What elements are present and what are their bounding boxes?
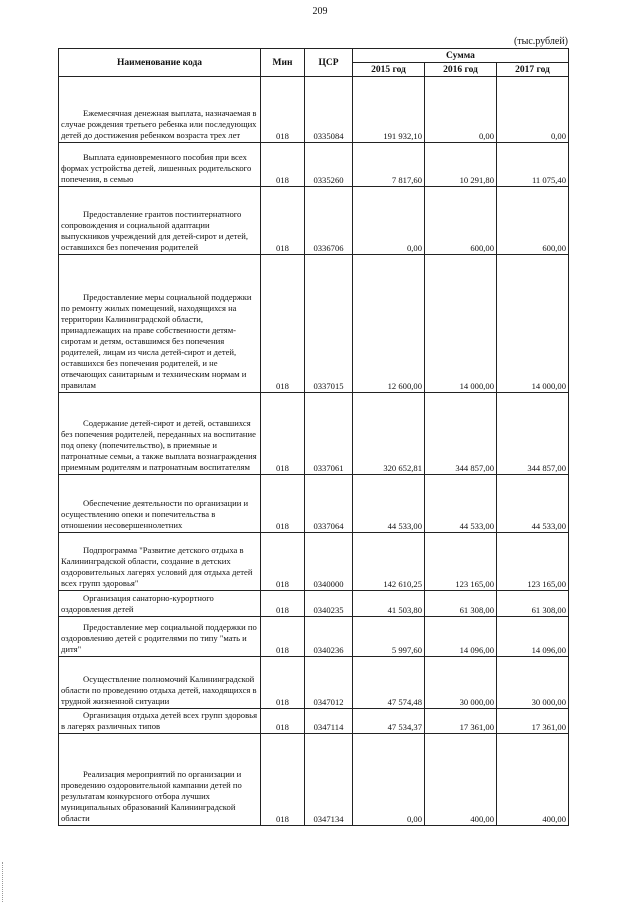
row-name: Осуществление полномочий Калининградской области по проведению отдыха детей, находящихся в трудной жизненной ситуации: [59, 657, 261, 709]
row-value-2015: 44 533,00: [353, 475, 425, 533]
row-value-2017: 400,00: [497, 734, 569, 826]
row-csr: 0337061: [305, 393, 353, 475]
row-name: Содержание детей-сирот и детей, оставшихся без попечения родителей, переданных на воспитание под опеку (попечительство), в приемные и патронатные семьи, а также выплата вознаграждения приемным родителям и патронатным воспитателям: [59, 393, 261, 475]
row-name: Ежемесячная денежная выплата, назначаемая в случае рождения третьего ребенка или последующих детей до достижения ребенком возраста трех лет: [59, 77, 261, 143]
row-value-2017: 14 096,00: [497, 617, 569, 657]
row-value-2017: 600,00: [497, 187, 569, 255]
row-csr: 0347114: [305, 709, 353, 734]
table-row: [59, 77, 569, 143]
row-min: 018: [261, 734, 305, 826]
header-year-2016: 2016 год: [425, 63, 497, 77]
table-row: [59, 143, 569, 187]
row-value-2015: 191 932,10: [353, 77, 425, 143]
row-name: Реализация мероприятий по организации и проведению оздоровительной кампании детей по результатам конкурсного отбора лучших муниципальных образований Калининградской области: [59, 734, 261, 826]
row-csr: 0340000: [305, 533, 353, 591]
row-csr: 0340236: [305, 617, 353, 657]
table-row: [59, 533, 569, 591]
table-row: [59, 709, 569, 734]
header-year-2015: 2015 год: [353, 63, 425, 77]
table-row: [59, 591, 569, 617]
margin-mark: [2, 862, 4, 902]
row-name: Предоставление меры социальной поддержки по ремонту жилых помещений, находящихся на территории Калининградской области, принадлежащих на праве собственности детям-сиротам и детям, оставшимся без попечения родителей, лицам из числа детей-сирот и детей, оставшихся без попечения родителей, и не отвечающих санитарным и техническим нормам и правилам: [59, 255, 261, 393]
row-value-2016: 123 165,00: [425, 533, 497, 591]
row-value-2016: 14 000,00: [425, 255, 497, 393]
table-row: [59, 187, 569, 255]
table-row: [59, 475, 569, 533]
row-value-2015: 320 652,81: [353, 393, 425, 475]
row-value-2017: 17 361,00: [497, 709, 569, 734]
row-name: Организация отдыха детей всех групп здоровья в лагерях различных типов: [59, 709, 261, 734]
row-value-2017: 44 533,00: [497, 475, 569, 533]
row-min: 018: [261, 187, 305, 255]
row-value-2017: 61 308,00: [497, 591, 569, 617]
row-min: 018: [261, 533, 305, 591]
row-csr: 0337064: [305, 475, 353, 533]
row-value-2015: 142 610,25: [353, 533, 425, 591]
row-name: Предоставление грантов постинтернатного сопровождения и социальной адаптации выпускников учреждений для детей-сирот и детей, оставшихся без попечения родителей: [59, 187, 261, 255]
row-value-2016: 14 096,00: [425, 617, 497, 657]
row-value-2017: 0,00: [497, 77, 569, 143]
row-value-2016: 61 308,00: [425, 591, 497, 617]
table-row: [59, 657, 569, 709]
row-min: 018: [261, 77, 305, 143]
header-sum: Сумма: [353, 49, 569, 63]
row-value-2016: 44 533,00: [425, 475, 497, 533]
budget-table: [58, 48, 569, 826]
row-value-2015: 0,00: [353, 187, 425, 255]
row-min: 018: [261, 393, 305, 475]
row-value-2016: 30 000,00: [425, 657, 497, 709]
row-min: 018: [261, 143, 305, 187]
row-csr: 0337015: [305, 255, 353, 393]
row-name: Обеспечение деятельности по организации и осуществлению опеки и попечительства в отношении несовершеннолетних: [59, 475, 261, 533]
header-name: Наименование кода: [59, 49, 261, 77]
row-value-2016: 0,00: [425, 77, 497, 143]
row-value-2017: 344 857,00: [497, 393, 569, 475]
row-name: Организация санаторно-курортного оздоровления детей: [59, 591, 261, 617]
table-header: [59, 49, 569, 77]
row-value-2017: 123 165,00: [497, 533, 569, 591]
row-name: Подпрограмма "Развитие детского отдыха в Калининградской области, создание в детских оздоровительных лагерях условий для отдыха детей всех групп здоровья": [59, 533, 261, 591]
row-value-2015: 41 503,80: [353, 591, 425, 617]
table-row: [59, 393, 569, 475]
row-csr: 0335260: [305, 143, 353, 187]
table-row: [59, 617, 569, 657]
row-name: Предоставление мер социальной поддержки по оздоровлению детей с родителями по типу "мать и дитя": [59, 617, 261, 657]
row-value-2017: 14 000,00: [497, 255, 569, 393]
row-value-2015: 5 997,60: [353, 617, 425, 657]
row-value-2015: 47 534,37: [353, 709, 425, 734]
row-value-2015: 0,00: [353, 734, 425, 826]
row-value-2016: 10 291,80: [425, 143, 497, 187]
row-value-2015: 7 817,60: [353, 143, 425, 187]
row-min: 018: [261, 657, 305, 709]
header-csr: ЦСР: [305, 49, 353, 77]
row-value-2016: 600,00: [425, 187, 497, 255]
row-value-2016: 17 361,00: [425, 709, 497, 734]
row-value-2015: 47 574,48: [353, 657, 425, 709]
row-csr: 0336706: [305, 187, 353, 255]
row-value-2017: 30 000,00: [497, 657, 569, 709]
row-min: 018: [261, 617, 305, 657]
row-csr: 0347012: [305, 657, 353, 709]
row-min: 018: [261, 591, 305, 617]
row-value-2017: 11 075,40: [497, 143, 569, 187]
units-label: (тыс.рублей): [513, 36, 568, 47]
row-value-2016: 344 857,00: [425, 393, 497, 475]
row-min: 018: [261, 709, 305, 734]
table-row: [59, 734, 569, 826]
row-csr: 0340235: [305, 591, 353, 617]
page-number: 209: [312, 6, 328, 17]
header-year-2017: 2017 год: [497, 63, 569, 77]
row-value-2015: 12 600,00: [353, 255, 425, 393]
row-name: Выплата единовременного пособия при всех формах устройства детей, лишенных родительского попечения, в семью: [59, 143, 261, 187]
row-min: 018: [261, 255, 305, 393]
row-csr: 0347134: [305, 734, 353, 826]
table-body: [59, 77, 569, 826]
row-csr: 0335084: [305, 77, 353, 143]
table-row: [59, 255, 569, 393]
header-min: Мин: [261, 49, 305, 77]
row-value-2016: 400,00: [425, 734, 497, 826]
row-min: 018: [261, 475, 305, 533]
